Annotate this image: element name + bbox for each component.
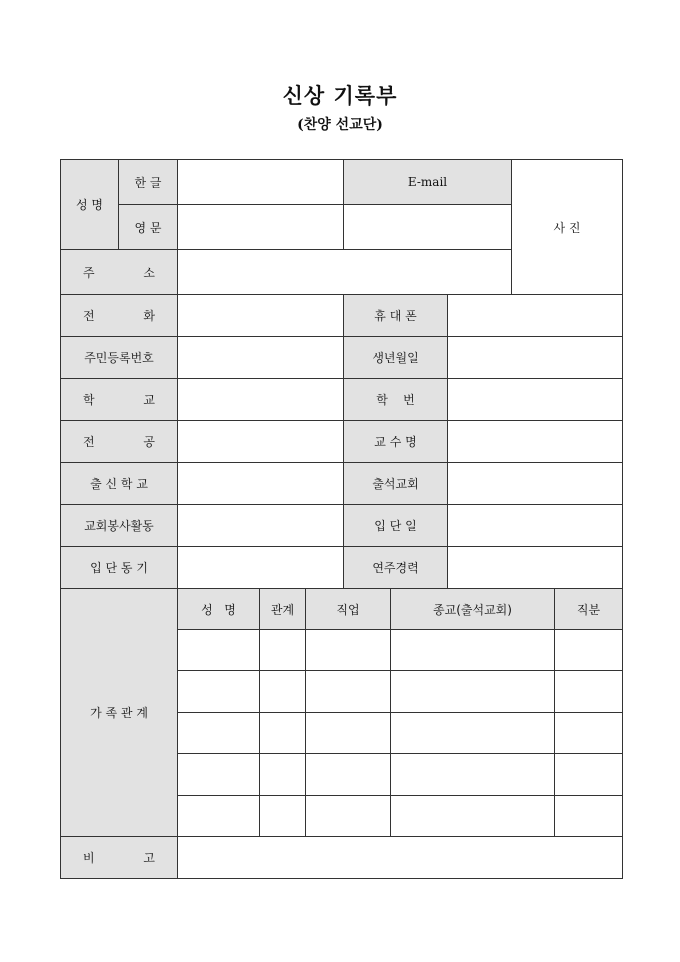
school-label-1: 학 [83, 393, 95, 407]
address-label-2: 소 [143, 265, 155, 280]
family-cell[interactable] [260, 796, 306, 837]
major-label-1: 전 [83, 435, 95, 449]
phone-field[interactable] [178, 295, 344, 337]
church-field[interactable] [448, 463, 623, 505]
name-label: 성 명 [61, 160, 119, 250]
mobile-label: 휴 대 폰 [344, 295, 448, 337]
professor-field[interactable] [448, 421, 623, 463]
page-title: 신상 기록부 [282, 83, 398, 108]
note-label [61, 837, 178, 879]
family-cell[interactable] [391, 671, 555, 713]
family-cell[interactable] [178, 713, 260, 754]
birthday-label: 생년월일 [344, 337, 448, 379]
family-label: 가 족 관 계 [61, 589, 178, 837]
note-label-2: 고 [143, 851, 155, 865]
phone-label-1: 전 [83, 309, 95, 323]
record-form [60, 159, 623, 879]
family-cell[interactable] [260, 754, 306, 796]
school-field[interactable] [178, 379, 344, 421]
family-header-position: 직분 [555, 589, 623, 630]
career-label: 연주경력 [344, 547, 448, 589]
service-label: 교회봉사활동 [61, 505, 178, 547]
mobile-field[interactable] [448, 295, 623, 337]
family-cell[interactable] [306, 630, 391, 671]
family-cell[interactable] [260, 671, 306, 713]
alma-mater-field[interactable] [178, 463, 344, 505]
korean-name-field[interactable] [178, 160, 344, 205]
address-label-1: 주 [83, 265, 95, 280]
family-cell[interactable] [178, 754, 260, 796]
phone-label-2: 화 [143, 309, 155, 323]
join-date-field[interactable] [448, 505, 623, 547]
join-date-label: 입 단 일 [344, 505, 448, 547]
email-field[interactable] [344, 205, 512, 250]
major-label [61, 421, 178, 463]
photo-label: 사 진 [553, 220, 581, 235]
note-label-1: 비 [83, 851, 95, 865]
family-cell[interactable] [260, 630, 306, 671]
english-name-field[interactable] [178, 205, 344, 250]
student-no-label: 학 번 [344, 379, 448, 421]
student-no-field[interactable] [448, 379, 623, 421]
page-subtitle: (찬양 선교단) [297, 117, 383, 133]
note-field[interactable] [178, 837, 623, 879]
photo-box[interactable] [512, 160, 623, 295]
family-header-relation: 관계 [260, 589, 306, 630]
school-label [61, 379, 178, 421]
phone-label [61, 295, 178, 337]
korean-label: 한 글 [119, 160, 178, 205]
major-label-2: 공 [143, 435, 155, 449]
family-header-religion: 종교(출석교회) [391, 589, 555, 630]
major-field[interactable] [178, 421, 344, 463]
family-header-job: 직업 [306, 589, 391, 630]
school-label-2: 교 [143, 393, 155, 407]
alma-mater-label: 출 신 학 교 [61, 463, 178, 505]
career-field[interactable] [448, 547, 623, 589]
family-cell[interactable] [555, 671, 623, 713]
professor-label: 교 수 명 [344, 421, 448, 463]
family-cell[interactable] [306, 713, 391, 754]
church-label: 출석교회 [344, 463, 448, 505]
family-cell[interactable] [178, 671, 260, 713]
family-cell[interactable] [391, 754, 555, 796]
birthday-field[interactable] [448, 337, 623, 379]
resident-no-label: 주민등록번호 [61, 337, 178, 379]
family-cell[interactable] [306, 671, 391, 713]
motive-field[interactable] [178, 547, 344, 589]
family-cell[interactable] [555, 713, 623, 754]
family-cell[interactable] [555, 630, 623, 671]
resident-no-field[interactable] [178, 337, 344, 379]
family-cell[interactable] [306, 754, 391, 796]
address-label [61, 250, 178, 295]
family-cell[interactable] [178, 796, 260, 837]
family-cell[interactable] [391, 796, 555, 837]
service-field[interactable] [178, 505, 344, 547]
family-cell[interactable] [260, 713, 306, 754]
family-cell[interactable] [391, 630, 555, 671]
family-cell[interactable] [391, 713, 555, 754]
family-header-name: 성 명 [178, 589, 260, 630]
family-cell[interactable] [555, 796, 623, 837]
family-cell[interactable] [306, 796, 391, 837]
address-field[interactable] [178, 250, 512, 295]
email-label: E-mail [344, 160, 512, 205]
family-cell[interactable] [555, 754, 623, 796]
family-cell[interactable] [178, 630, 260, 671]
motive-label: 입 단 동 기 [61, 547, 178, 589]
english-label: 영 문 [119, 205, 178, 250]
